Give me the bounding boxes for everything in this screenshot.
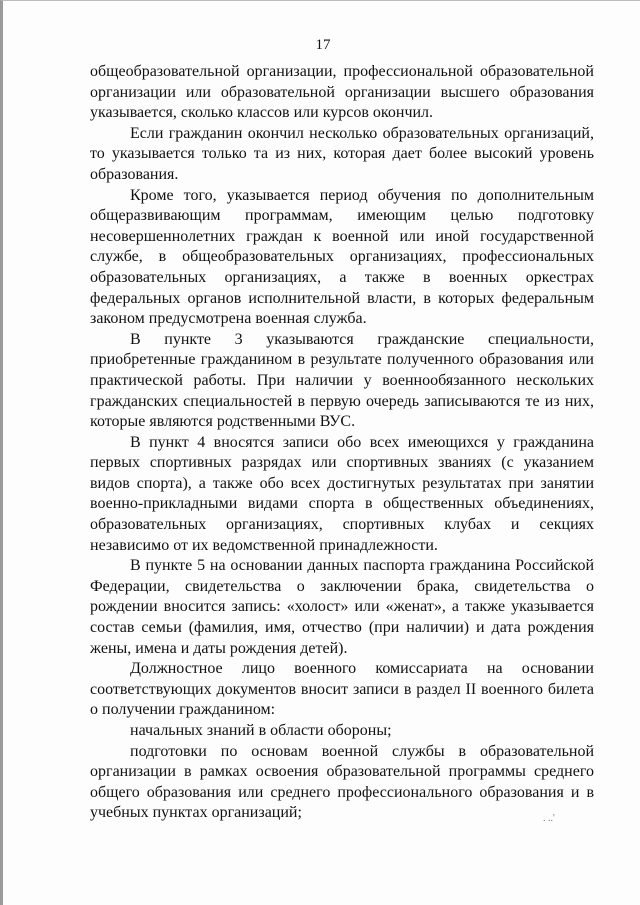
paragraph: общеобразовательной организации, профессиональной образовательной организации или образовательной организации высшего образования указывается, сколько классов или курсов окончил.	[90, 63, 594, 122]
document-body	[90, 62, 594, 824]
paragraph: Кроме того, указывается период обучения по дополнительным общеразвивающим программам, имеющим целью подготовку несовершеннолетних граждан к военной или иной государственной службе, в общеобразовательных организациях, профессиональных образовательных организациях, а также в военных оркестрах федеральных органов исполнительной власти, в которых федеральным законом предусмотрена военная служба.	[90, 186, 594, 328]
paragraph: начальных знаний в области обороны;	[130, 722, 392, 739]
paragraph: подготовки по основам военной службы в образовательной организации в рамках освоения образовательной программы среднего общего образования или среднего профессионального образования и в учебных пунктах организаций;	[90, 742, 594, 822]
scan-mark-icon: . ..'	[543, 813, 555, 824]
page-number: 17	[315, 37, 331, 53]
paragraph: Если гражданин окончил несколько образовательных организаций, то указывается только та из них, которая дает более высокий уровень образования.	[90, 124, 594, 183]
paragraph: В пункте 3 указываются гражданские специальности, приобретенные гражданином в результате полученного образования или практической работы. При наличии у военнообязанного нескольких гражданских специальностей в первую очередь записываются те из них, которые являются родственными ВУС.	[90, 330, 594, 431]
paragraph: В пункте 5 на основании данных паспорта гражданина Российской Федерации, свидетельства о заключении брака, свидетельства о рождении вносится запись: «холост» или «женат», а также указывается состав семьи (фамилия, имя, отчество (при наличии) и дата рождения жены, имена и даты рождения детей).	[90, 557, 594, 657]
paragraph: Должностное лицо военного комиссариата на основании соответствующих документов вносит записи в раздел II военного билета о получении гражданином:	[90, 660, 594, 719]
paragraph: В пункт 4 вносятся записи обо всех имеющихся у гражданина первых спортивных разрядах или спортивных званиях (с указанием видов спорта), а также обо всех достигнутых результатах при занятии военно-прикладными видами спорта в общественных объединениях, образовательных организациях, спортивных клубах и секциях независимо от их ведомственной принадлежности.	[90, 433, 594, 554]
